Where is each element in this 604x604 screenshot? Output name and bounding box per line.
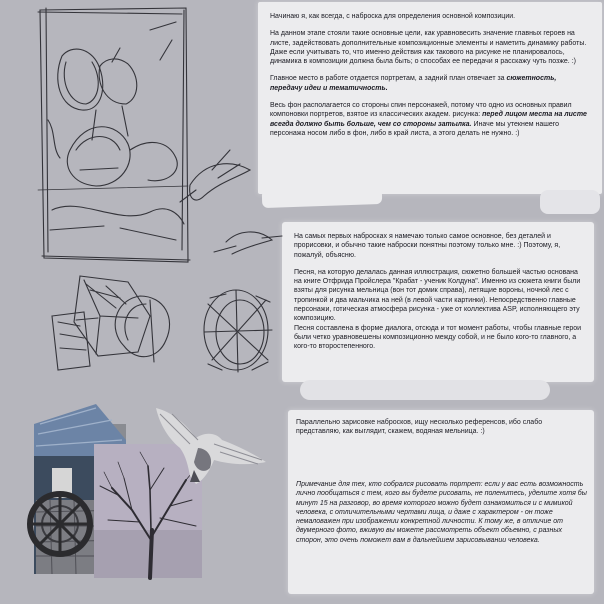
emphasis-text: перед лицом места на листе всегда должно быть больше, чем со стороны затылка. bbox=[270, 111, 587, 128]
paragraph: Начинаю я, как всегда, с наброска для определения основной композиции. bbox=[270, 13, 516, 20]
paragraph: Параллельно зарисовке набросков, ищу несколько референсов, ибо слабо представляю, как выглядит, скажем, водяная мельница. :) bbox=[296, 419, 543, 436]
bare-tree-photo bbox=[94, 444, 202, 578]
paragraph: Примечание для тех, кто собрался рисовать портрет: если у вас есть возможность лично пообщаться с тем, кого вы будете рисовать, не поленитесь, уделите хотя бы минут 15 на разговор, во время которого можно будет ознакомиться и с мимикой человека, с отличительными чертами лица, и даже с характером - он тоже немаловажен при изображении конкретной личности. К тому же, в отличие от двумерного фото, вживую вы можете рассмотреть объект объемно, с разных сторон, это очень поможет вам в дальнейшем зарисовывании человека. bbox=[296, 481, 587, 544]
paragraph: Песня составлена в форме диалога, отсюда и тот момент работы, чтобы главные герои были четко уравновешены композиционно между собой, и не было кого-то главного, а кого-то второстепенного. bbox=[294, 324, 582, 351]
emphasis-text: сюжетность, передачу идеи и тематичность. bbox=[270, 75, 557, 92]
text-block-references bbox=[296, 418, 586, 445]
text-block-portrait-note bbox=[296, 480, 588, 553]
text-block-composition bbox=[270, 12, 590, 146]
paragraph-text: Весь фон располагается со стороны спин персонажей, потому что одно из основных правил компоновки портретов, взятое из классических академ. рисунка: bbox=[270, 102, 572, 119]
paragraph bbox=[270, 74, 590, 93]
text-block-sketches bbox=[294, 232, 586, 360]
paragraph: На данном этапе стояли такие основные цели, как уравновесить значение главных героев на листе, задействовать дополнительные композиционные элементы и наметить динамику работы. Даже если учитывать то, что именно действия как такового на рисунке не планировалось, динамика в композиции должна была быть; о способах ее передачи я расскажу чуть позже. :) bbox=[270, 30, 587, 66]
paragraph-text: Главное место в работе отдается портретам, а задний план отвечает за bbox=[270, 75, 507, 83]
paragraph bbox=[270, 101, 590, 138]
paragraph: На самых первых набросках я намечаю только самое основное, без деталей и прорисовки, и обычно такие наброски понятны поэтому только мне. :) Поэтому, я, пожалуй, объясню. bbox=[294, 233, 561, 259]
paragraph: Песня, на которую делалась данная иллюстрация, сюжетно большей частью основана на книге Отфрида Пройслера "Крабат - ученик Колдуна". Именно из сюжета книги были взяты для рисунка мельница (вон тот домик справа), летящие вороны, ночной лес с тропинкой и два мальчика на ней (в левой части картинки). Непосредственно главные персонажи, готическая атмосфера рисунка - уже от коллектива ASP, исполняющего эту композицию. bbox=[294, 268, 581, 323]
paragraph-text: Иначе мы утекнем нашего персонажа носом либо в фон, либо в край листа, а этого делать не нужно. :) bbox=[270, 120, 560, 137]
